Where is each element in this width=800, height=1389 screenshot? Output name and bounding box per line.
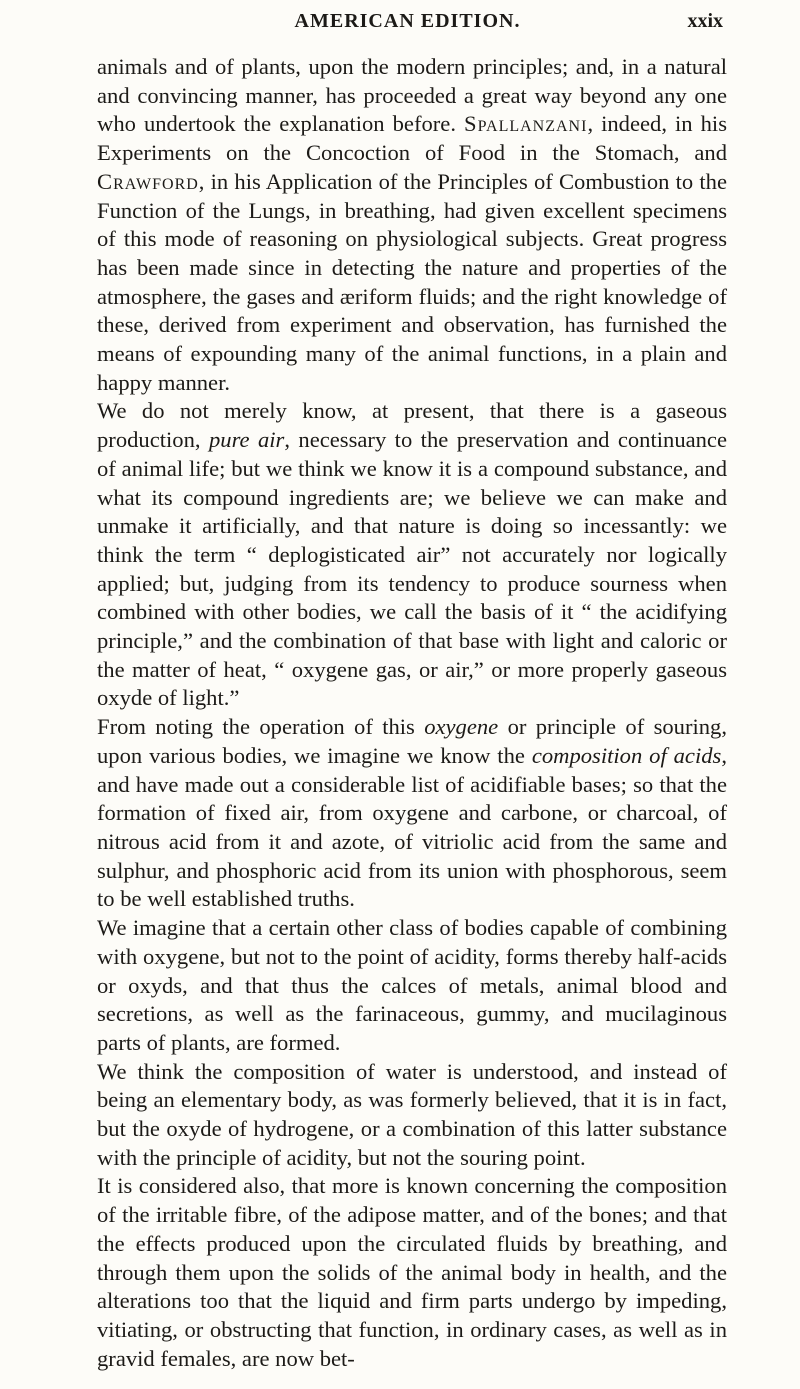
page-number: xxix (687, 10, 723, 32)
author-name: Crawford (97, 168, 199, 194)
italic-text: oxygene (424, 714, 499, 740)
text-run: animals and of plants, upon the modern principles; and, in a natural and convincing manner, has proceeded a great way beyond any one who undertook the explanation before. (97, 54, 727, 137)
running-head: AMERICAN EDITION. (294, 10, 521, 32)
text-run: , and have made out a considerable list of acidifiable bases; so that the formation of fixed air, from oxygene and carbone, or charcoal, of nitrous acid from it and azote, of vitriolic acid from the same and sulphur, and phosphoric acid from its union with phosphorous, seem to be well established truths. (97, 742, 727, 912)
author-name: Spallanzani (464, 111, 588, 137)
text-run: , indeed, in his Experiments on the Concoction of Food in the Stomach, and (97, 111, 727, 166)
italic-text: pure air (208, 427, 285, 453)
italic-text: composition of acids (531, 742, 722, 768)
text-run: , in his Application of the Principles of Combustion to the Function of the Lungs, in breathing, had given excellent specimens of this mode of reasoning on physiological subjects. Great progress has been made since in detecting the nature and properties of the atmosphere, the gases and æriform fluids; and the right knowledge of these, derived from experiment and observation, has furnished the means of expounding many of the animal functions, in a plain and happy manner. (97, 168, 727, 395)
paragraph (97, 1058, 727, 1173)
text-run: From noting the operation of this (97, 714, 425, 740)
text-run: It is considered also, that more is known concerning the composition of the irritable fibre, of the adipose matter, and of the bones; and that the effects produced upon the circulated fluids by breathing, and through them upon the solids of the animal body in health, and the alterations too that the liquid and firm parts undergo by impeding, vitiating, or obstructing that function, in ordinary cases, as well as in gravid females, are now bet- (97, 1173, 727, 1371)
body-text (97, 53, 727, 1373)
text-run: or principle of souring, upon various bodies, we imagine we know the (97, 714, 727, 768)
paragraph (97, 1172, 727, 1373)
paragraph (97, 713, 727, 914)
paragraph (97, 53, 727, 397)
text-run: We imagine that a certain other class of bodies capable of combining with oxygene, but not to the point of acidity, forms thereby half-acids or oxyds, and that thus the calces of metals, animal blood and secretions, as well as the farinaceous, gummy, and mucilaginous parts of plants, are formed. (97, 915, 727, 1055)
page-header (92, 10, 723, 40)
paragraph (97, 397, 727, 713)
text-run: We think the composition of water is understood, and instead of being an elementary body, as was formerly believed, that it is in fact, but the oxyde of hydrogene, or a combination of this latter substance with the principle of acidity, but not the souring point. (97, 1058, 727, 1170)
paragraph (97, 914, 727, 1058)
text-run: We do not merely know, at present, that there is a gaseous production, (97, 398, 727, 453)
text-run: , necessary to the preservation and continuance of animal life; but we think we know it is a compound substance, and what its compound ingredients are; we believe we can make and unmake it artificially, and that nature is doing so incessantly: we think the term “ deplogisticated air” not accurately nor logically applied; but, judging from its tendency to produce sourness when combined with other bodies, we call the basis of it “ the acidifying principle,” and the combination of that base with light and caloric or the matter of heat, “ oxygene gas, or air,” or more properly gaseous oxyde of light.” (97, 427, 727, 711)
